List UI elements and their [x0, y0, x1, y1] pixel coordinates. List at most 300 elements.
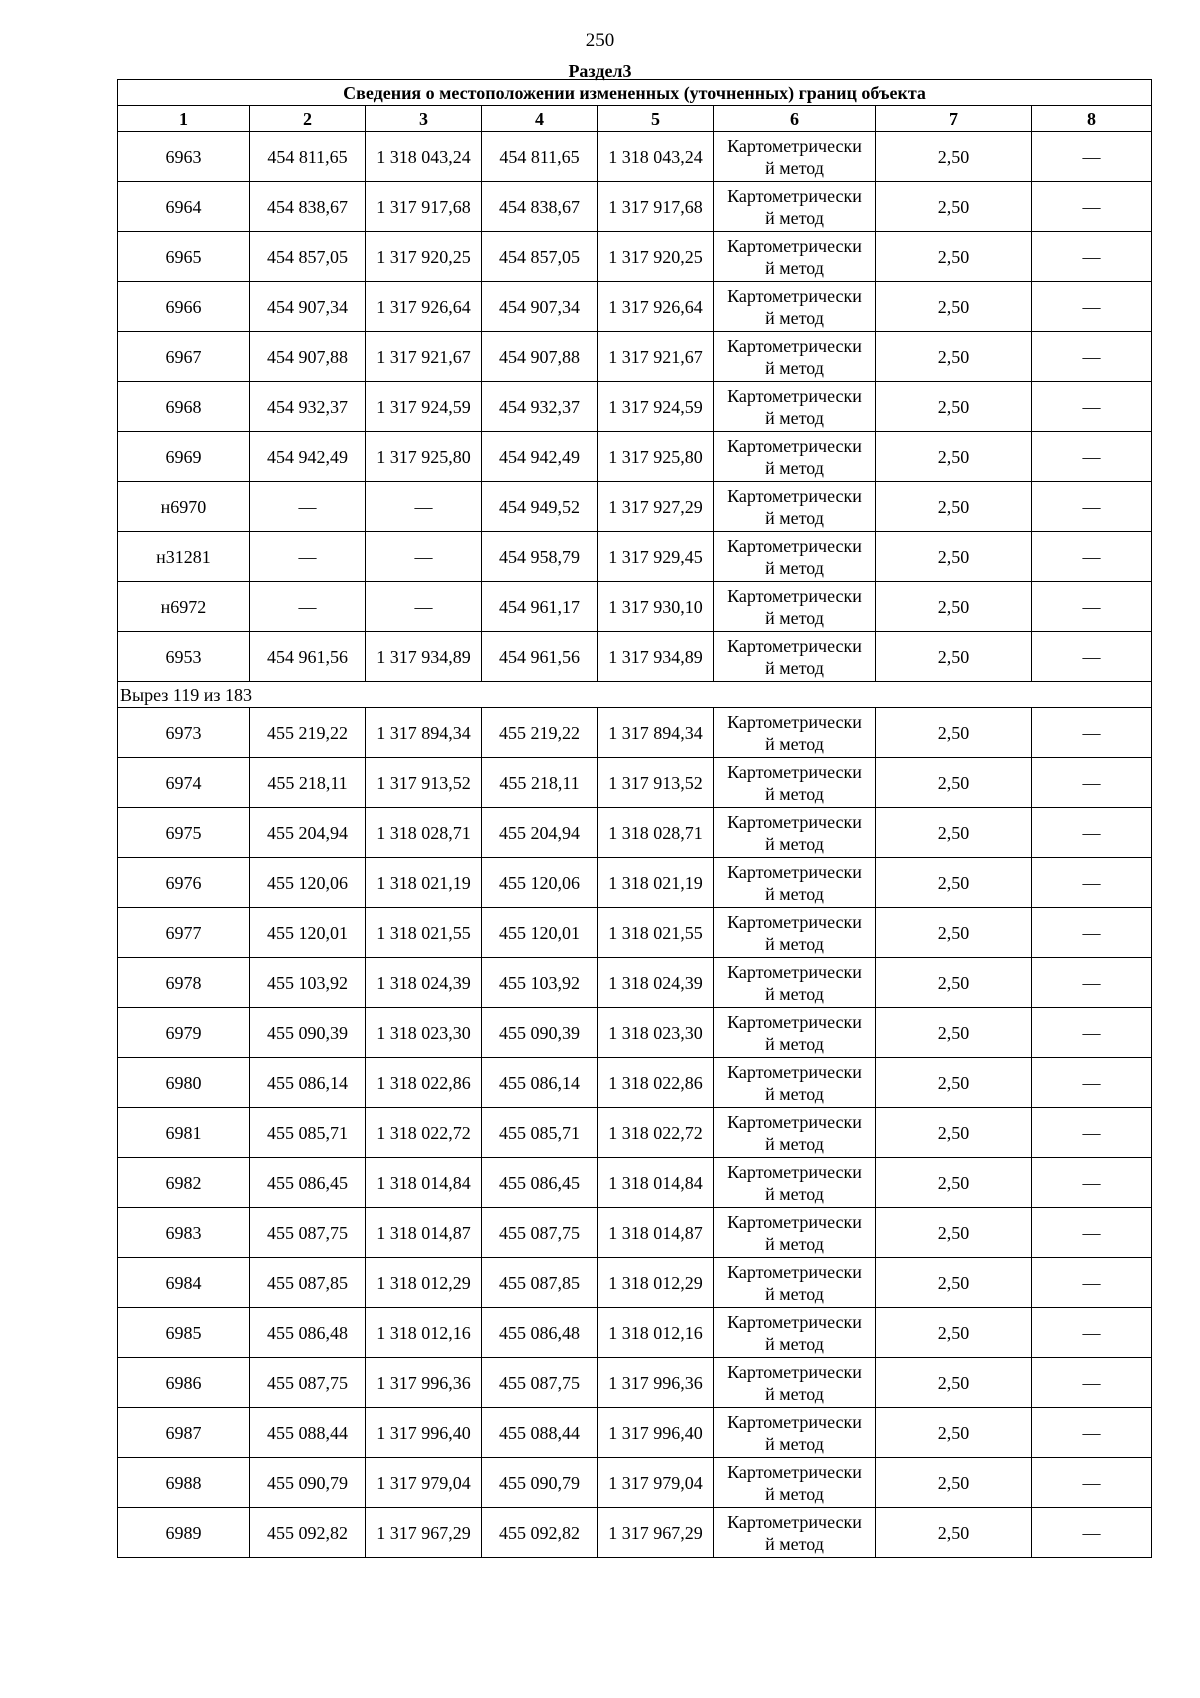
table-row	[118, 1458, 1152, 1508]
method-cell	[714, 858, 876, 908]
method-cell	[714, 332, 876, 382]
x-refined-cell: 454 838,67	[482, 182, 598, 232]
accuracy-cell: 2,50	[876, 1008, 1032, 1058]
x-existing-cell: 454 857,05	[250, 232, 366, 282]
table-row	[118, 1058, 1152, 1108]
method-text-line1: Картометрически	[727, 861, 862, 882]
method-text-line1: Картометрически	[727, 1361, 862, 1382]
point-number-cell: 6964	[118, 182, 250, 232]
table-row	[118, 758, 1152, 808]
table-row	[118, 632, 1152, 682]
y-existing-cell: 1 318 021,55	[366, 908, 482, 958]
y-existing-cell: 1 318 028,71	[366, 808, 482, 858]
y-existing-cell: 1 317 913,52	[366, 758, 482, 808]
x-refined-cell: 455 218,11	[482, 758, 598, 808]
method-cell	[714, 282, 876, 332]
note-cell: —	[1032, 132, 1152, 182]
table-row	[118, 182, 1152, 232]
method-text-line1: Картометрически	[727, 185, 862, 206]
column-number: 7	[876, 106, 1032, 132]
table-row	[118, 382, 1152, 432]
accuracy-cell: 2,50	[876, 1258, 1032, 1308]
accuracy-cell: 2,50	[876, 582, 1032, 632]
y-existing-cell: 1 317 921,67	[366, 332, 482, 382]
point-number-cell: 6974	[118, 758, 250, 808]
accuracy-cell: 2,50	[876, 182, 1032, 232]
method-text-line2: й метод	[765, 1433, 824, 1454]
point-number-cell: 6988	[118, 1458, 250, 1508]
method-text-line1: Картометрически	[727, 1161, 862, 1182]
y-existing-cell: 1 318 023,30	[366, 1008, 482, 1058]
y-refined-cell: 1 317 913,52	[598, 758, 714, 808]
method-cell	[714, 1508, 876, 1558]
note-cell: —	[1032, 432, 1152, 482]
x-refined-cell: 455 204,94	[482, 808, 598, 858]
y-refined-cell: 1 317 979,04	[598, 1458, 714, 1508]
point-number-cell: 6977	[118, 908, 250, 958]
y-refined-cell: 1 318 022,72	[598, 1108, 714, 1158]
method-text-line2: й метод	[765, 1333, 824, 1354]
table-row	[118, 858, 1152, 908]
note-cell: —	[1032, 1308, 1152, 1358]
method-text-line1: Картометрически	[727, 1211, 862, 1232]
x-existing-cell: 455 090,39	[250, 1008, 366, 1058]
point-number-cell: 6978	[118, 958, 250, 1008]
note-cell: —	[1032, 1208, 1152, 1258]
y-refined-cell: 1 317 917,68	[598, 182, 714, 232]
y-existing-cell: 1 318 021,19	[366, 858, 482, 908]
x-existing-cell: 455 086,48	[250, 1308, 366, 1358]
column-number: 2	[250, 106, 366, 132]
y-existing-cell: 1 317 917,68	[366, 182, 482, 232]
point-number-cell: 6979	[118, 1008, 250, 1058]
point-number-cell: 6985	[118, 1308, 250, 1358]
note-cell: —	[1032, 858, 1152, 908]
x-existing-cell: 455 092,82	[250, 1508, 366, 1558]
note-cell: —	[1032, 1008, 1152, 1058]
note-cell: —	[1032, 1158, 1152, 1208]
note-cell: —	[1032, 1508, 1152, 1558]
method-text-line2: й метод	[765, 257, 824, 278]
x-existing-cell: 454 811,65	[250, 132, 366, 182]
y-refined-cell: 1 318 021,55	[598, 908, 714, 958]
table-row	[118, 1508, 1152, 1558]
table-row	[118, 1008, 1152, 1058]
table-row	[118, 532, 1152, 582]
table-row	[118, 1108, 1152, 1158]
table-row	[118, 1258, 1152, 1308]
method-text-line2: й метод	[765, 1033, 824, 1054]
point-number-cell: 6981	[118, 1108, 250, 1158]
point-number-cell: н31281	[118, 532, 250, 582]
point-number-cell: 6966	[118, 282, 250, 332]
x-refined-cell: 455 088,44	[482, 1408, 598, 1458]
method-text-line1: Картометрически	[727, 761, 862, 782]
table-row	[118, 808, 1152, 858]
table-row	[118, 232, 1152, 282]
method-text-line2: й метод	[765, 983, 824, 1004]
note-cell: —	[1032, 1408, 1152, 1458]
point-number-cell: 6969	[118, 432, 250, 482]
y-existing-cell: 1 318 022,86	[366, 1058, 482, 1108]
x-existing-cell: 455 086,45	[250, 1158, 366, 1208]
table-row	[118, 482, 1152, 532]
accuracy-cell: 2,50	[876, 632, 1032, 682]
method-text-line1: Картометрически	[727, 535, 862, 556]
x-existing-cell: 455 090,79	[250, 1458, 366, 1508]
method-text-line2: й метод	[765, 207, 824, 228]
x-existing-cell: 455 087,75	[250, 1208, 366, 1258]
x-existing-cell: 455 087,85	[250, 1258, 366, 1308]
method-cell	[714, 532, 876, 582]
note-cell: —	[1032, 182, 1152, 232]
table-row	[118, 708, 1152, 758]
x-refined-cell: 455 219,22	[482, 708, 598, 758]
method-text-line1: Картометрически	[727, 285, 862, 306]
x-existing-cell: —	[250, 582, 366, 632]
method-cell	[714, 1058, 876, 1108]
table-row	[118, 908, 1152, 958]
y-existing-cell: 1 317 934,89	[366, 632, 482, 682]
x-refined-cell: 454 857,05	[482, 232, 598, 282]
x-refined-cell: 455 087,85	[482, 1258, 598, 1308]
method-text-line2: й метод	[765, 1383, 824, 1404]
method-cell	[714, 182, 876, 232]
method-text-line2: й метод	[765, 783, 824, 804]
x-refined-cell: 454 961,56	[482, 632, 598, 682]
method-text-line2: й метод	[765, 607, 824, 628]
y-existing-cell: 1 317 967,29	[366, 1508, 482, 1558]
method-cell	[714, 482, 876, 532]
x-existing-cell: 455 086,14	[250, 1058, 366, 1108]
method-cell	[714, 1258, 876, 1308]
y-existing-cell: 1 317 996,36	[366, 1358, 482, 1408]
y-refined-cell: 1 317 925,80	[598, 432, 714, 482]
y-refined-cell: 1 318 024,39	[598, 958, 714, 1008]
accuracy-cell: 2,50	[876, 1058, 1032, 1108]
note-cell: —	[1032, 582, 1152, 632]
method-cell	[714, 708, 876, 758]
y-refined-cell: 1 317 894,34	[598, 708, 714, 758]
note-cell: —	[1032, 1358, 1152, 1408]
column-number-row	[118, 106, 1152, 132]
table-row	[118, 582, 1152, 632]
point-number-cell: 6975	[118, 808, 250, 858]
x-refined-cell: 455 085,71	[482, 1108, 598, 1158]
table-row	[118, 1358, 1152, 1408]
note-cell: —	[1032, 908, 1152, 958]
y-refined-cell: 1 318 012,29	[598, 1258, 714, 1308]
x-existing-cell: 455 085,71	[250, 1108, 366, 1158]
note-cell: —	[1032, 632, 1152, 682]
y-refined-cell: 1 317 934,89	[598, 632, 714, 682]
note-cell: —	[1032, 1108, 1152, 1158]
method-text-line1: Картометрически	[727, 1111, 862, 1132]
y-existing-cell: 1 317 979,04	[366, 1458, 482, 1508]
accuracy-cell: 2,50	[876, 432, 1032, 482]
x-existing-cell: 455 103,92	[250, 958, 366, 1008]
y-existing-cell: 1 318 012,29	[366, 1258, 482, 1308]
accuracy-cell: 2,50	[876, 1408, 1032, 1458]
point-number-cell: 6980	[118, 1058, 250, 1108]
x-refined-cell: 454 907,88	[482, 332, 598, 382]
y-refined-cell: 1 317 930,10	[598, 582, 714, 632]
x-refined-cell: 455 086,14	[482, 1058, 598, 1108]
method-text-line1: Картометрически	[727, 911, 862, 932]
y-refined-cell: 1 317 920,25	[598, 232, 714, 282]
column-number: 5	[598, 106, 714, 132]
x-existing-cell: 455 087,75	[250, 1358, 366, 1408]
method-text-line2: й метод	[765, 1133, 824, 1154]
method-text-line2: й метод	[765, 157, 824, 178]
y-refined-cell: 1 317 926,64	[598, 282, 714, 332]
group-title: Вырез 119 из 183	[118, 682, 1152, 708]
method-text-line2: й метод	[765, 1183, 824, 1204]
y-existing-cell: 1 317 894,34	[366, 708, 482, 758]
method-text-line1: Картометрически	[727, 135, 862, 156]
method-text-line1: Картометрически	[727, 1011, 862, 1032]
y-refined-cell: 1 317 929,45	[598, 532, 714, 582]
method-text-line1: Картометрически	[727, 335, 862, 356]
y-refined-cell: 1 317 924,59	[598, 382, 714, 432]
y-existing-cell: 1 318 022,72	[366, 1108, 482, 1158]
accuracy-cell: 2,50	[876, 908, 1032, 958]
y-refined-cell: 1 318 043,24	[598, 132, 714, 182]
accuracy-cell: 2,50	[876, 1458, 1032, 1508]
method-cell	[714, 432, 876, 482]
method-cell	[714, 808, 876, 858]
method-text-line2: й метод	[765, 557, 824, 578]
x-refined-cell: 455 086,45	[482, 1158, 598, 1208]
x-existing-cell: 454 907,34	[250, 282, 366, 332]
y-existing-cell: 1 318 024,39	[366, 958, 482, 1008]
method-text-line1: Картометрически	[727, 811, 862, 832]
note-cell: —	[1032, 332, 1152, 382]
method-text-line1: Картометрически	[727, 1061, 862, 1082]
column-number: 8	[1032, 106, 1152, 132]
x-refined-cell: 454 949,52	[482, 482, 598, 532]
table-row	[118, 282, 1152, 332]
y-refined-cell: 1 318 028,71	[598, 808, 714, 858]
point-number-cell: 6984	[118, 1258, 250, 1308]
y-refined-cell: 1 317 996,36	[598, 1358, 714, 1408]
note-cell: —	[1032, 282, 1152, 332]
method-text-line2: й метод	[765, 1233, 824, 1254]
method-text-line1: Картометрически	[727, 435, 862, 456]
x-refined-cell: 455 087,75	[482, 1358, 598, 1408]
method-cell	[714, 1458, 876, 1508]
note-cell: —	[1032, 382, 1152, 432]
table-row	[118, 958, 1152, 1008]
x-refined-cell: 455 087,75	[482, 1208, 598, 1258]
note-cell: —	[1032, 482, 1152, 532]
point-number-cell: 6967	[118, 332, 250, 382]
point-number-cell: 6976	[118, 858, 250, 908]
column-number: 6	[714, 106, 876, 132]
method-text-line1: Картометрически	[727, 385, 862, 406]
y-refined-cell: 1 317 927,29	[598, 482, 714, 532]
x-existing-cell: 454 942,49	[250, 432, 366, 482]
point-number-cell: н6972	[118, 582, 250, 632]
point-number-cell: 6987	[118, 1408, 250, 1458]
point-number-cell: 6989	[118, 1508, 250, 1558]
y-refined-cell: 1 317 921,67	[598, 332, 714, 382]
point-number-cell: 6982	[118, 1158, 250, 1208]
y-existing-cell: 1 318 014,84	[366, 1158, 482, 1208]
x-existing-cell: 454 961,56	[250, 632, 366, 682]
accuracy-cell: 2,50	[876, 1508, 1032, 1558]
method-text-line1: Картометрически	[727, 635, 862, 656]
method-cell	[714, 1308, 876, 1358]
x-existing-cell: —	[250, 482, 366, 532]
accuracy-cell: 2,50	[876, 482, 1032, 532]
note-cell: —	[1032, 232, 1152, 282]
x-refined-cell: 454 811,65	[482, 132, 598, 182]
accuracy-cell: 2,50	[876, 532, 1032, 582]
table-row	[118, 1308, 1152, 1358]
method-cell	[714, 382, 876, 432]
method-text-line1: Картометрически	[727, 1411, 862, 1432]
method-text-line2: й метод	[765, 1533, 824, 1554]
accuracy-cell: 2,50	[876, 232, 1032, 282]
method-text-line2: й метод	[765, 407, 824, 428]
x-existing-cell: 455 120,01	[250, 908, 366, 958]
group-title-row	[118, 682, 1152, 708]
y-existing-cell: 1 317 925,80	[366, 432, 482, 482]
note-cell: —	[1032, 1058, 1152, 1108]
method-text-line2: й метод	[765, 1483, 824, 1504]
method-text-line2: й метод	[765, 733, 824, 754]
y-refined-cell: 1 318 014,87	[598, 1208, 714, 1258]
method-text-line1: Картометрически	[727, 235, 862, 256]
y-existing-cell: 1 317 920,25	[366, 232, 482, 282]
x-refined-cell: 454 958,79	[482, 532, 598, 582]
point-number-cell: 6965	[118, 232, 250, 282]
method-cell	[714, 1208, 876, 1258]
x-refined-cell: 455 120,06	[482, 858, 598, 908]
method-text-line1: Картометрически	[727, 1511, 862, 1532]
table-row	[118, 332, 1152, 382]
column-number: 3	[366, 106, 482, 132]
x-refined-cell: 455 120,01	[482, 908, 598, 958]
note-cell: —	[1032, 1458, 1152, 1508]
page-number: 250	[585, 30, 615, 51]
y-refined-cell: 1 318 021,19	[598, 858, 714, 908]
method-cell	[714, 1408, 876, 1458]
section-title: Раздел3	[568, 61, 632, 81]
x-refined-cell: 455 090,79	[482, 1458, 598, 1508]
accuracy-cell: 2,50	[876, 1108, 1032, 1158]
accuracy-cell: 2,50	[876, 808, 1032, 858]
method-text-line2: й метод	[765, 307, 824, 328]
x-refined-cell: 454 961,17	[482, 582, 598, 632]
method-text-line1: Картометрически	[727, 961, 862, 982]
method-cell	[714, 232, 876, 282]
y-existing-cell: 1 317 926,64	[366, 282, 482, 332]
x-refined-cell: 455 090,39	[482, 1008, 598, 1058]
method-cell	[714, 758, 876, 808]
point-number-cell: 6953	[118, 632, 250, 682]
accuracy-cell: 2,50	[876, 1208, 1032, 1258]
note-cell: —	[1032, 758, 1152, 808]
point-number-cell: 6986	[118, 1358, 250, 1408]
accuracy-cell: 2,50	[876, 758, 1032, 808]
accuracy-cell: 2,50	[876, 382, 1032, 432]
accuracy-cell: 2,50	[876, 958, 1032, 1008]
y-refined-cell: 1 317 967,29	[598, 1508, 714, 1558]
table-row	[118, 1408, 1152, 1458]
y-existing-cell: —	[366, 482, 482, 532]
x-refined-cell: 455 092,82	[482, 1508, 598, 1558]
y-existing-cell: 1 317 996,40	[366, 1408, 482, 1458]
y-refined-cell: 1 318 022,86	[598, 1058, 714, 1108]
y-refined-cell: 1 318 014,84	[598, 1158, 714, 1208]
method-cell	[714, 958, 876, 1008]
y-refined-cell: 1 317 996,40	[598, 1408, 714, 1458]
method-cell	[714, 632, 876, 682]
table-body	[118, 132, 1152, 1558]
note-cell: —	[1032, 808, 1152, 858]
coordinates-table	[117, 79, 1152, 1558]
method-text-line1: Картометрически	[727, 711, 862, 732]
column-number: 1	[118, 106, 250, 132]
accuracy-cell: 2,50	[876, 1358, 1032, 1408]
x-existing-cell: 455 218,11	[250, 758, 366, 808]
method-text-line2: й метод	[765, 507, 824, 528]
point-number-cell: 6963	[118, 132, 250, 182]
x-existing-cell: 454 907,88	[250, 332, 366, 382]
accuracy-cell: 2,50	[876, 858, 1032, 908]
method-text-line2: й метод	[765, 1083, 824, 1104]
x-refined-cell: 454 907,34	[482, 282, 598, 332]
method-text-line2: й метод	[765, 657, 824, 678]
method-text-line1: Картометрически	[727, 585, 862, 606]
note-cell: —	[1032, 958, 1152, 1008]
method-text-line2: й метод	[765, 357, 824, 378]
accuracy-cell: 2,50	[876, 282, 1032, 332]
method-text-line2: й метод	[765, 933, 824, 954]
x-refined-cell: 454 942,49	[482, 432, 598, 482]
accuracy-cell: 2,50	[876, 1308, 1032, 1358]
method-cell	[714, 1158, 876, 1208]
x-existing-cell: 455 120,06	[250, 858, 366, 908]
table-caption: Сведения о местоположении измененных (уточненных) границ объекта	[118, 80, 1152, 106]
x-existing-cell: —	[250, 532, 366, 582]
x-existing-cell: 454 838,67	[250, 182, 366, 232]
x-existing-cell: 455 204,94	[250, 808, 366, 858]
accuracy-cell: 2,50	[876, 332, 1032, 382]
point-number-cell: н6970	[118, 482, 250, 532]
note-cell: —	[1032, 708, 1152, 758]
method-text-line1: Картометрически	[727, 1261, 862, 1282]
point-number-cell: 6968	[118, 382, 250, 432]
x-refined-cell: 455 103,92	[482, 958, 598, 1008]
y-existing-cell: 1 317 924,59	[366, 382, 482, 432]
method-text-line1: Картометрически	[727, 1461, 862, 1482]
column-number: 4	[482, 106, 598, 132]
y-existing-cell: —	[366, 582, 482, 632]
method-cell	[714, 1008, 876, 1058]
y-refined-cell: 1 318 012,16	[598, 1308, 714, 1358]
x-existing-cell: 454 932,37	[250, 382, 366, 432]
y-existing-cell: —	[366, 532, 482, 582]
method-cell	[714, 132, 876, 182]
x-refined-cell: 454 932,37	[482, 382, 598, 432]
method-text-line2: й метод	[765, 457, 824, 478]
table-row	[118, 1158, 1152, 1208]
method-text-line2: й метод	[765, 883, 824, 904]
accuracy-cell: 2,50	[876, 132, 1032, 182]
